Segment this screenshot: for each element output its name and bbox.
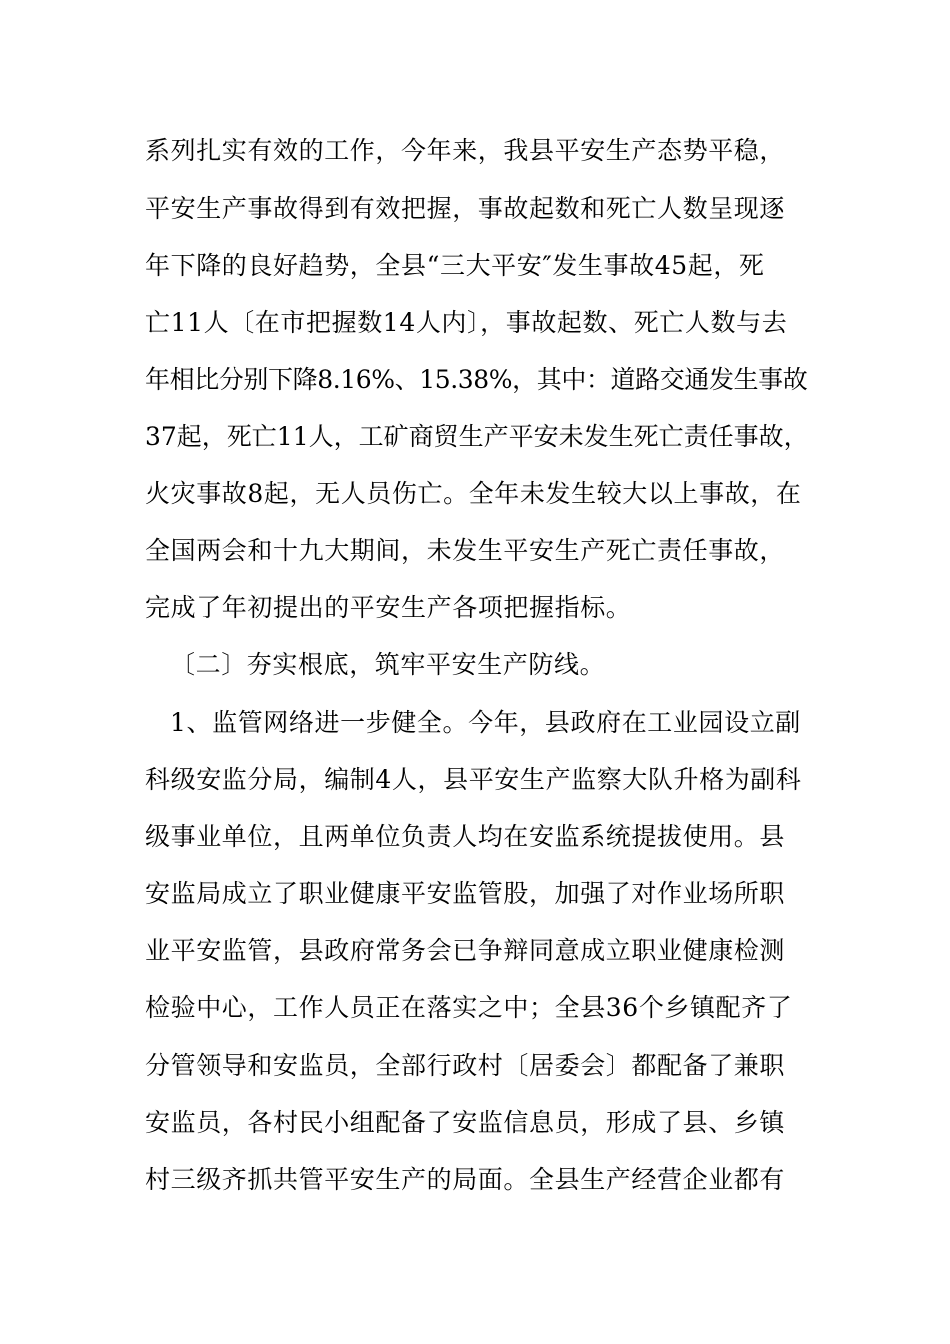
text-line: 系列扎实有效的工作，今年来，我县平安生产态势平稳， (145, 136, 786, 165)
text-line: 年下降的良好趋势，全县“三大平安″发生事故45起，死 (145, 251, 765, 280)
text-line: 37起，死亡11人，工矿商贸生产平安未发生死亡责任事故， (145, 422, 809, 451)
text-line: 科级安监分局，编制4人，县平安生产监察大队升格为副科 (145, 765, 802, 794)
text-line: 年相比分别下降8.16%、15.38%，其中：道路交通发生事故 (145, 365, 808, 394)
text-line: 平安生产事故得到有效把握，事故起数和死亡人数呈现逐 (145, 194, 786, 223)
text-line: 村三级齐抓共管平安生产的局面。全县生产经营企业都有 (145, 1165, 786, 1194)
text-line: 安监员，各村民小组配备了安监信息员，形成了县、乡镇 (145, 1108, 786, 1137)
text-line: 检验中心，工作人员正在落实之中；全县36个乡镇配齐了 (145, 993, 793, 1022)
text-line: 完成了年初提出的平安生产各项把握指标。 (145, 593, 632, 622)
text-line: 分管领导和安监员，全部行政村〔居委会〕都配备了兼职 (145, 1051, 786, 1080)
text-line: 全国两会和十九大期间，未发生平安生产死亡责任事故， (145, 536, 786, 565)
text-line: 业平安监管，县政府常务会已争辩同意成立职业健康检测 (145, 936, 786, 965)
text-line: 1、监管网络进一步健全。今年，县政府在工业园设立副 (170, 708, 801, 737)
section-heading: 〔二〕夯实根底，筑牢平安生产防线。 (170, 650, 606, 679)
text-line: 安监局成立了职业健康平安监管股，加强了对作业场所职 (145, 879, 786, 908)
text-line: 级事业单位，且两单位负责人均在安监系统提拔使用。县 (145, 822, 786, 851)
text-line: 亡11人〔在市把握数14人内〕，事故起数、死亡人数与去 (145, 308, 788, 337)
text-line: 火灾事故8起，无人员伤亡。全年未发生较大以上事故，在 (145, 479, 802, 508)
